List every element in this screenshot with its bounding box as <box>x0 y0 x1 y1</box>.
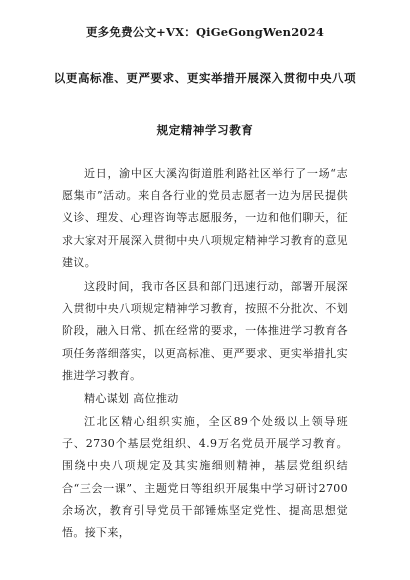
paragraph-3: 江北区精心组织实施，全区89个处级以上领导班子、2730个基层党组织、4.9万名党员开展学习教育。围绕中央八项规定及其实施细则精神，基层党组织结合“三会一课”、主题党日等组织开展集中学习研讨2700余场次，教育引导党员干部锤炼坚定党性、提高思想觉悟。接下来， <box>62 415 348 540</box>
paragraph-2: 这段时间，我市各区县和部门迅速行动，部署开展深入贯彻中央八项规定精神学习教育，按照不分批次、不划阶段，融入日常、抓在经常的要求，一体推进学习教育各项任务落细落实，以更高标准、更严要求、更实举措扎实推进学习教育。 <box>62 280 348 382</box>
paragraph-1: 近日，渝中区大溪沟街道胜利路社区举行了一场“志愿集市”活动。来自各行业的党员志愿者一边为居民提供义诊、理发、心理咨询等志愿服务，一边和他们聊天，征求大家对开展深入贯彻中央八项规定精神学习教育的意见建议。 <box>62 167 348 269</box>
document-header: 更多免费公文+VX：QiGeGongWen2024 <box>85 25 325 39</box>
document-title-line-2: 规定精神学习教育 <box>156 123 254 137</box>
section-heading: 精心谋划 高位推动 <box>84 392 179 405</box>
document-title-line-1: 以更高标准、更严要求、更实举措开展深入贯彻中央八项 <box>53 71 357 85</box>
